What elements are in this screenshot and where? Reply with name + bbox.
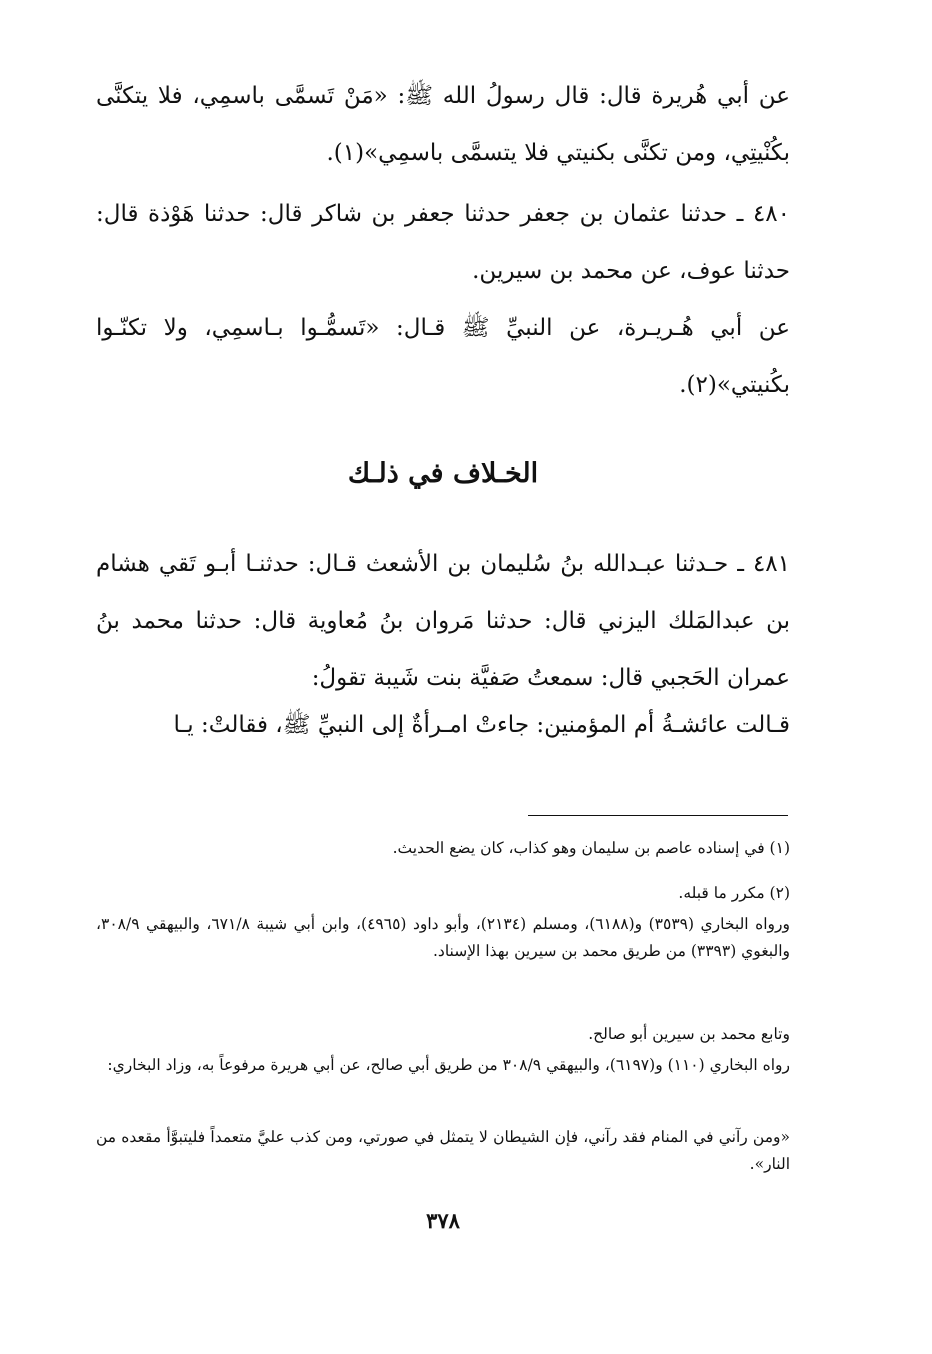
- footnote-2-sources: ورواه البخاري (٣٥٣٩) و(٦١٨٨)، ومسلم (٢١٣٤)، وأبو داود (٤٩٦٥)، وابن أبي شيبة ٦٧١/٨، والبيهقي ٣٠٨/٩، والبغوي (٣٣٩٣) من طريق محمد بن سيرين بهذا الإسناد.: [96, 915, 790, 960]
- isnad-paragraph-480: ٤٨٠ ـ حدثنا عثمان بن جعفر حدثنا جعفر بن شاكر قال: حدثنا هَوْذة قال: حدثنا عوف، عن محمد بن سيرين.: [96, 201, 790, 284]
- page-number: ٣٧٨: [426, 1208, 460, 1233]
- footnote-divider: [528, 815, 788, 816]
- hadith-paragraph-1: عن أبي هُريرة قال: قال رسولُ الله ﷺ: «مَنْ تَسمَّى باسمِي، فلا يتكنَّى بكُنْيتِي، ومن تكنَّى بكنيتي فلا يتسمَّى باسمِي»(١).: [96, 83, 790, 166]
- footnote-1: (١) في إسناده عاصم بن سليمان وهو كذاب، كان يضع الحديث.: [392, 839, 790, 857]
- footnote-2-bukhari: رواه البخاري (١١٠) و(٦١٩٧)، والبيهقي ٣٠٨/٩ من طريق أبي صالح، عن أبي هريرة مرفوعاً به، وزاد البخاري:: [107, 1056, 790, 1074]
- hadith-paragraph-3: قـالت عائشـةُ أم المؤمنين: جاءتْ امـرأةٌ إلى النبيِّ ﷺ، فقالتْ: يـا: [173, 712, 790, 738]
- isnad-paragraph-481: ٤٨١ ـ حـدثنا عبـدالله بنُ سُليمان بن الأشعث قـال: حدثنـا أبـو تَقي هشام بن عبدالمَلك اليزني قال: حدثنا مَروان بنُ مُعاوية قال: حدثنا محمد بنُ عمران الحَجبي قال: سمعتُ صَفيَّة بنت شَيبة تقولُ:: [96, 551, 790, 691]
- footnote-2: (٢) مكرر ما قبله.: [678, 884, 790, 902]
- hadith-paragraph-2: عن أبي هُـريـرة، عن النبيِّ ﷺ قـال: «تَسمُّـوا بـاسمِي، ولا تكنّـوا بكُنيتي»(٢).: [96, 315, 790, 398]
- footnote-2-quote: «ومن رآني في المنام فقد رآني، فإن الشيطان لا يتمثل في صورتي، ومن كذب عليَّ متعمداً فليتبوَّأ مقعده من النار».: [96, 1128, 790, 1173]
- footnote-2-corroboration: وتابع محمد بن سيرين أبو صالح.: [588, 1025, 790, 1043]
- section-heading: الخـلاف في ذلـك: [347, 458, 539, 489]
